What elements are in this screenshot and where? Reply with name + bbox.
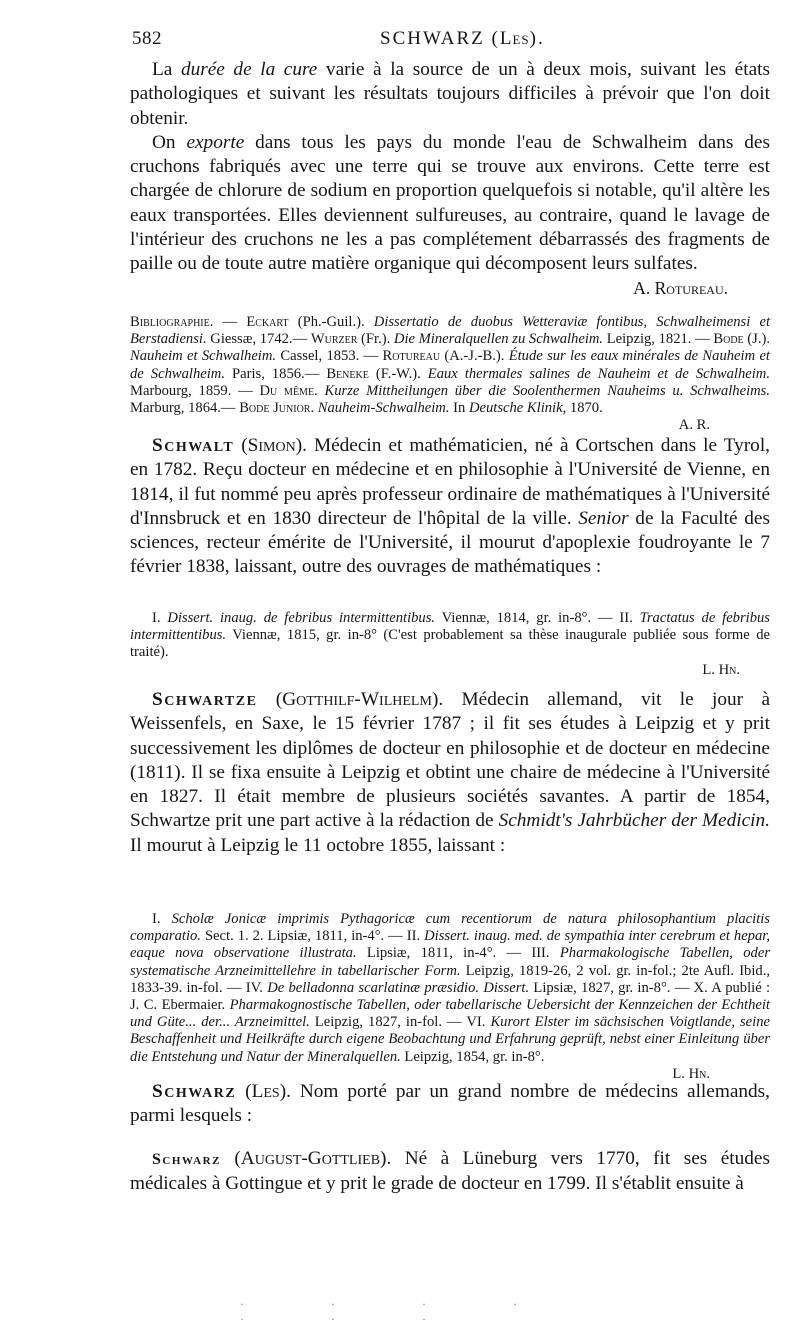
entry-august-text: Schwarz (August-Gottlieb). Né à Lüneburg vers 1770, fit ses études médicales à Gottingue et y prit le grade de docteur en 1799. Il s'établit ensuite à [130, 1148, 770, 1195]
paragraph-exporte: On exporte dans tous les pays du monde l'eau de Schwalheim dans des cruchons fabriqués avec une terre qui se trouve aux environs. Cette terre est chargée de chlorure de sodium en proportion quelquefois si notable, qu'il altère les eaux transportées. Elles deviennent sulfureuses, au contraire, quand le lavage de l'intérieur des cruchons ne les a pas complétement débarrassés des fragments de paille ou de toute autre matière organique qui décomposent leurs sulfates. [130, 131, 770, 275]
running-header [132, 22, 782, 52]
entry-schwartze-text: Schwartze (Gotthilf-Wilhelm). Médecin allemand, vit le jour à Weissenfels, en Saxe, le 15 février 1787 ; il fit ses études à Leipzig et y prit successivement les diplômes de docteur en philosophie et de docteur en médecine (1811). Il se fixa ensuite à Leipzig et obtint une chaire de médecine à l'Université en 1827. Il était membre de plusieurs sociétés savantes. A partir de 1854, Schwartze prit une part active à la rédaction de Schmidt's Jahrbücher der Medicin. Il mourut à Leipzig le 11 octobre 1855, laissant : [130, 689, 770, 856]
bibliography-block [130, 314, 770, 434]
works-list: I. Scholæ Jonicæ imprimis Pythagoricæ cum recentiorum de natura philosophantium placitis comparatio. Sect. 1. 2. Lipsiæ, 1811, in-4°. — II. Dissert. inaug. med. de sympathia inter cerebrum et hepar, eaque nova observatione illustrata. Lipsiæ, 1811, in-4°. — III. Pharmakologische Tabellen, oder systematische Arzneimittellehre in tabellarischer Form. Leipzig, 1819-26, 2 vol. gr. in-fol.; 2te Aufl. Ibid., 1833-39. in-fol. — IV. De belladonna scarlatinæ præsidio. Dissert. Lipsiæ, 1827, gr. in-8°. — X. A publié : J. C. Ebermaier. Pharmakognostische Tabellen, oder tabellarische Uebersicht der Kennzeichen der Echtheit und Güte... der... Arzneimittel. Leipzig, 1827, in-fol. — VI. Kurort Elster im sächsischen Voigtlande, seine Beschaffenheit und Heilkräfte durch eigene Beobachtung und Erfahrung geprüft, nebst einer Einleitung über die Entstehung und Natur der Mineralquellen. Leipzig, 1854, gr. in-8°. [130, 911, 771, 1065]
author-signature: A. Rotureau. [633, 277, 728, 298]
works-list: I. Dissert. inaug. de febribus intermittentibus. Viennæ, 1814, gr. in-8°. — II. Tractatus de febribus intermittentibus. Viennæ, 1815, gr. in-8° (C'est probablement sa thèse inaugurale publiée sous forme de traité). [130, 610, 770, 661]
entry-schwartze [130, 688, 770, 858]
headword: Schwarz [152, 1151, 221, 1168]
schwalheim-continuation [130, 58, 770, 299]
bibliography-text: Bibliographie. — Eckart (Ph.-Guil.). Dissertatio de duobus Wetteraviæ fontibus, Schwalheimensi et Berstadiensi. Giessæ, 1742.— Wurzer (Fr.). Die Mineralquellen zu Schwalheim. Leipzig, 1821. — Bode (J.). Nauheim et Schwalheim. Cassel, 1853. — Rotureau (A.-J.-B.). Étude sur les eaux minérales de Nauheim et de Schwalheim. Paris, 1856.— Beneke (F.-W.). Eaux thermales salines de Nauheim et de Schwalheim. Marbourg, 1859. — Du même. Kurze Mittheilungen über die Soolenthermen Nauheims u. Schwalheims. Marburg, 1864.— Bode Junior. Nauheim-Schwalheim. In Deutsche Klinik, 1870. [130, 314, 771, 417]
bibliography-signature: A. R. [678, 417, 710, 434]
entry-schwartze-works [130, 911, 770, 1083]
entry-signature: L. Hn. [672, 1065, 710, 1082]
entry-schwalt-works [130, 610, 770, 679]
running-title: SCHWARZ (Les). [380, 28, 545, 49]
entry-schwalt-text: Schwalt (Simon). Médecin et mathématicien, né à Cortschen dans le Tyrol, en 1782. Reçu docteur en médecine et en philosophie à l'Université de Vienne, en 1814, il fut nommé peu après professeur ordinaire de mathématiques à l'Université d'Innsbruck et en 1830 directeur de l'hôpital de la ville. Senior de la Faculté des sciences, recteur émérite de l'Université, il mourut d'apoplexie foudroyante le 7 février 1838, laissant, outre des ouvrages de mathématiques : [130, 435, 770, 578]
page-number: 582 [132, 28, 162, 49]
footer-marks: · · · · · · · [240, 1297, 559, 1326]
entry-schwarz-text: Schwarz (Les). Nom porté par un grand nombre de médecins allemands, parmi lesquels : [130, 1081, 770, 1127]
headword: Schwalt [152, 435, 235, 456]
entry-schwalt [130, 434, 770, 580]
entry-schwarz-les [130, 1080, 770, 1129]
entry-signature: L. Hn. [702, 661, 740, 678]
paragraph-duree: La durée de la cure varie à la source de un à deux mois, suivant les états pathologiques et suivant les résultats toujours difficiles à prévoir que l'on doit obtenir. [130, 59, 771, 129]
entry-schwarz-august [130, 1147, 770, 1197]
headword: Schwarz [152, 1081, 237, 1102]
headword: Schwartze [152, 689, 258, 710]
